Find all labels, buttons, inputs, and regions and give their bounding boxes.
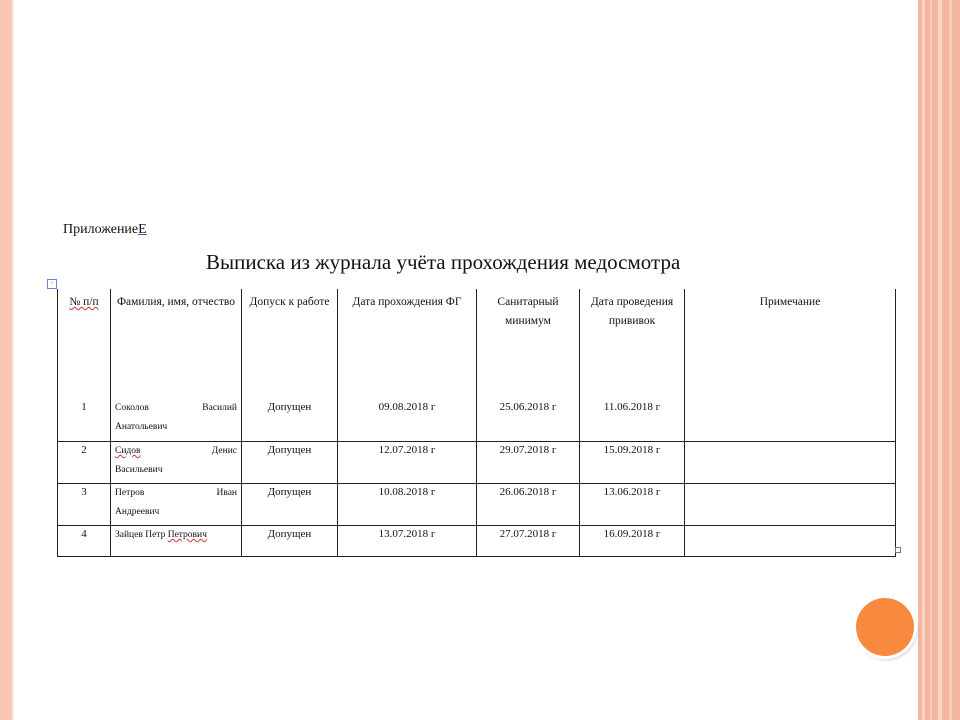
cell-full-name: Соколов Василий Анатольевич — [111, 399, 242, 442]
slide-frame-left — [0, 0, 12, 720]
cell-fg-date: 09.08.2018 г — [338, 399, 477, 442]
cell-admission: Допущен — [242, 442, 338, 484]
cell-fg-date: 12.07.2018 г — [338, 442, 477, 484]
cell-number: 3 — [58, 484, 111, 526]
cell-fg-date: 10.08.2018 г — [338, 484, 477, 526]
cell-admission: Допущен — [242, 526, 338, 557]
document-title: Выписка из журнала учёта прохождения медосмотра — [206, 250, 681, 274]
cell-vaccination: 11.06.2018 г — [580, 399, 685, 442]
table-header-row — [58, 289, 896, 399]
cell-full-name: Сидов Денис Васильевич — [111, 442, 242, 484]
cell-admission: Допущен — [242, 399, 338, 442]
table-row — [58, 399, 896, 442]
cell-number: 2 — [58, 442, 111, 484]
slide-frame-left-line — [12, 0, 14, 720]
cell-sanitary: 29.07.2018 г — [477, 442, 580, 484]
cell-full-name: Петров Иван Андреевич — [111, 484, 242, 526]
header-note: Примечание — [685, 289, 896, 399]
cell-vaccination: 15.09.2018 г — [580, 442, 685, 484]
header-fg-date: Дата прохождения ФГ — [338, 289, 477, 399]
cell-sanitary: 25.06.2018 г — [477, 399, 580, 442]
slide-frame-right — [918, 0, 960, 720]
cell-note — [685, 526, 896, 557]
table-row — [58, 442, 896, 484]
header-sanitary-minimum: Санитарный минимум — [477, 289, 580, 399]
accent-circle — [856, 598, 914, 656]
cell-number: 4 — [58, 526, 111, 557]
cell-sanitary: 27.07.2018 г — [477, 526, 580, 557]
appendix-label — [63, 222, 147, 238]
cell-sanitary: 26.06.2018 г — [477, 484, 580, 526]
cell-admission: Допущен — [242, 484, 338, 526]
cell-fg-date: 13.07.2018 г — [338, 526, 477, 557]
cell-vaccination: 13.06.2018 г — [580, 484, 685, 526]
medical-journal-table — [57, 289, 896, 557]
header-vaccination-date: Дата проведения прививок — [580, 289, 685, 399]
header-admission: Допуск к работе — [242, 289, 338, 399]
cell-number: 1 — [58, 399, 111, 442]
header-number: № п/п — [58, 289, 111, 399]
cell-note — [685, 442, 896, 484]
table-resize-handle-icon[interactable] — [895, 547, 901, 553]
cell-vaccination: 16.09.2018 г — [580, 526, 685, 557]
header-full-name: Фамилия, имя, отчество — [111, 289, 242, 399]
table-row — [58, 526, 896, 557]
cell-note — [685, 399, 896, 442]
table-row — [58, 484, 896, 526]
cell-note — [685, 484, 896, 526]
appendix-letter: Е — [138, 222, 147, 237]
table-move-handle-icon[interactable]: + — [47, 279, 57, 289]
cell-full-name: Зайцев Петр Петрович — [111, 526, 242, 557]
appendix-prefix: Приложение — [63, 222, 139, 237]
